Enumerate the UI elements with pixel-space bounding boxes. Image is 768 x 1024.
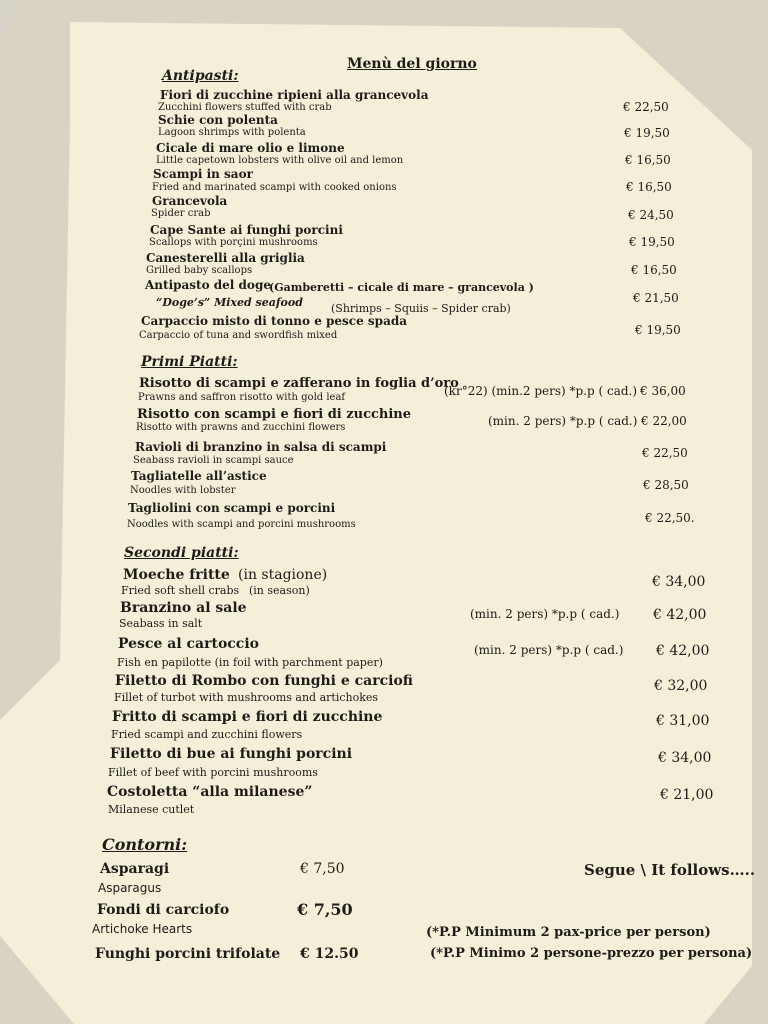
dish-note: (min. 2 pers) *p.p ( cad.) bbox=[474, 643, 624, 657]
dish-description: Seabass ravioli in scampi sauce bbox=[133, 455, 294, 466]
dish-name: Filetto di Rombo con funghi e carciofi bbox=[115, 673, 413, 689]
dish-price: € 16,50 bbox=[625, 153, 671, 167]
dish-name: Grancevola bbox=[152, 194, 228, 208]
dish-name: Tagliatelle all’astice bbox=[131, 469, 267, 483]
dish-description: Fried and marinated scampi with cooked onions bbox=[152, 182, 397, 193]
dish-name: Fiori di zucchine ripieni alla grancevola bbox=[160, 88, 429, 102]
dish-name: Risotto con scampi e fiori di zucchine bbox=[137, 407, 412, 422]
dish-note: (Gamberetti – cicale di mare – grancevola ) bbox=[269, 281, 534, 294]
menu-title: Menù del giorno bbox=[347, 56, 477, 72]
side-dish-name: Funghi porcini trifolate bbox=[95, 946, 281, 962]
dish-description: “Doge’s” Mixed seafood bbox=[156, 296, 303, 309]
dish-description: Zucchini flowers stuffed with crab bbox=[158, 102, 332, 113]
dish-description: Prawns and saffron risotto with gold leaf bbox=[138, 392, 346, 403]
dish-price: € 24,50 bbox=[628, 208, 674, 222]
dish-price: € 42,00 bbox=[656, 643, 710, 659]
dish-name: Pesce al cartoccio bbox=[118, 636, 259, 652]
dish-price: € 19,50 bbox=[624, 126, 670, 140]
dish-price: € 19,50 bbox=[635, 323, 681, 337]
dish-name: Ravioli di branzino in salsa di scampi bbox=[135, 440, 387, 454]
dish-note: (kr°22) (min.2 pers) *p.p ( cad.) bbox=[444, 384, 638, 398]
dish-description-note: (in season) bbox=[249, 584, 310, 597]
dish-note: (min. 2 pers) *p.p ( cad.) bbox=[470, 607, 620, 621]
dish-price: € 16,50 bbox=[626, 180, 672, 194]
dish-description: Seabass in salt bbox=[119, 617, 203, 630]
dish-description: Milanese cutlet bbox=[108, 803, 195, 816]
dish-description: Fried scampi and zucchini flowers bbox=[111, 728, 303, 741]
dish-price: € 31,00 bbox=[656, 713, 710, 729]
dish-price: € 22,50 bbox=[642, 446, 688, 460]
dish-name: Scampi in saor bbox=[153, 167, 253, 181]
dish-price: € 28,50 bbox=[643, 478, 689, 492]
dish-price: € 16,50 bbox=[631, 263, 677, 277]
dish-name: Antipasto del doge bbox=[145, 278, 271, 292]
side-dish-description: Artichoke Hearts bbox=[92, 922, 193, 936]
dish-price: € 19,50 bbox=[629, 235, 675, 249]
dish-description: Fillet of beef with porcini mushrooms bbox=[108, 766, 318, 779]
dish-description: Fish en papilotte (in foil with parchment paper) bbox=[117, 656, 383, 669]
section-heading-antipasti: Antipasti: bbox=[162, 68, 239, 84]
dish-price: € 34,00 bbox=[652, 574, 706, 590]
footnote-english: (*P.P Minimum 2 pax-price per person) bbox=[426, 925, 711, 940]
dish-price: € 22,50 bbox=[623, 100, 669, 114]
dish-name-note: (in stagione) bbox=[238, 567, 328, 583]
dish-name: Cape Sante ai funghi porcini bbox=[150, 223, 343, 237]
side-dish-price: € 7,50 bbox=[300, 861, 345, 877]
dish-description: Noodles with scampi and porcini mushrooms bbox=[127, 519, 356, 530]
dish-price: € 36,00 bbox=[640, 384, 686, 398]
dish-price: € 34,00 bbox=[658, 750, 712, 766]
dish-description: Spider crab bbox=[151, 208, 211, 219]
section-heading-contorni: Contorni: bbox=[102, 835, 188, 854]
footnote-italian: (*P.P Minimo 2 persone-prezzo per persona) bbox=[430, 946, 753, 961]
dish-description: Risotto with prawns and zucchini flowers bbox=[136, 422, 346, 433]
dish-price: € 21,50 bbox=[633, 291, 679, 305]
dish-price: € 32,00 bbox=[654, 678, 708, 694]
dish-name: Tagliolini con scampi e porcini bbox=[128, 501, 336, 515]
dish-name: Filetto di bue ai funghi porcini bbox=[110, 746, 353, 762]
continues-note: Segue \ It follows….. bbox=[584, 861, 756, 879]
dish-name: Canesterelli alla griglia bbox=[146, 251, 305, 265]
dish-name: Moeche fritte bbox=[123, 567, 230, 583]
dish-description: Little capetown lobsters with olive oil and lemon bbox=[156, 155, 404, 166]
side-dish-description: Asparagus bbox=[98, 881, 162, 895]
side-dish-name: Fondi di carciofo bbox=[97, 902, 230, 918]
dish-description: Carpaccio of tuna and swordfish mixed bbox=[139, 330, 338, 341]
side-dish-price: € 12.50 bbox=[300, 946, 359, 962]
dish-description: Lagoon shrimps with polenta bbox=[158, 127, 306, 138]
section-heading-secondi: Secondi piatti: bbox=[124, 545, 239, 561]
dish-name: Carpaccio misto di tonno e pesce spada bbox=[141, 314, 408, 328]
dish-name: Costoletta “alla milanese” bbox=[107, 784, 313, 800]
dish-name: Branzino al sale bbox=[120, 600, 247, 616]
dish-price: € 21,00 bbox=[660, 787, 714, 803]
dish-note: (min. 2 pers) *p.p ( cad.) bbox=[488, 414, 638, 428]
dish-price: € 22,00 bbox=[641, 414, 687, 428]
side-dish-name: Asparagi bbox=[100, 861, 170, 877]
side-dish-price: € 7,50 bbox=[297, 900, 353, 919]
dish-description: Noodles with lobster bbox=[130, 485, 236, 496]
dish-price: € 42,00 bbox=[653, 607, 707, 623]
dish-description: Grilled baby scallops bbox=[146, 265, 253, 276]
dish-name: Schie con polenta bbox=[158, 113, 278, 127]
section-heading-primi: Primi Piatti: bbox=[141, 354, 238, 370]
dish-name: Fritto di scampi e fiori di zucchine bbox=[112, 709, 383, 725]
dish-name: Risotto di scampi e zafferano in foglia d’oro bbox=[139, 376, 459, 391]
dish-description: Fried soft shell crabs bbox=[121, 584, 240, 597]
dish-price: € 22,50. bbox=[645, 511, 695, 525]
dish-name: Cicale di mare olio e limone bbox=[156, 141, 345, 155]
dish-description: Fillet of turbot with mushrooms and artichokes bbox=[114, 691, 379, 704]
dish-description-note: (Shrimps – Squiis – Spider crab) bbox=[331, 302, 511, 315]
dish-description: Scallops with porçini mushrooms bbox=[149, 237, 318, 248]
